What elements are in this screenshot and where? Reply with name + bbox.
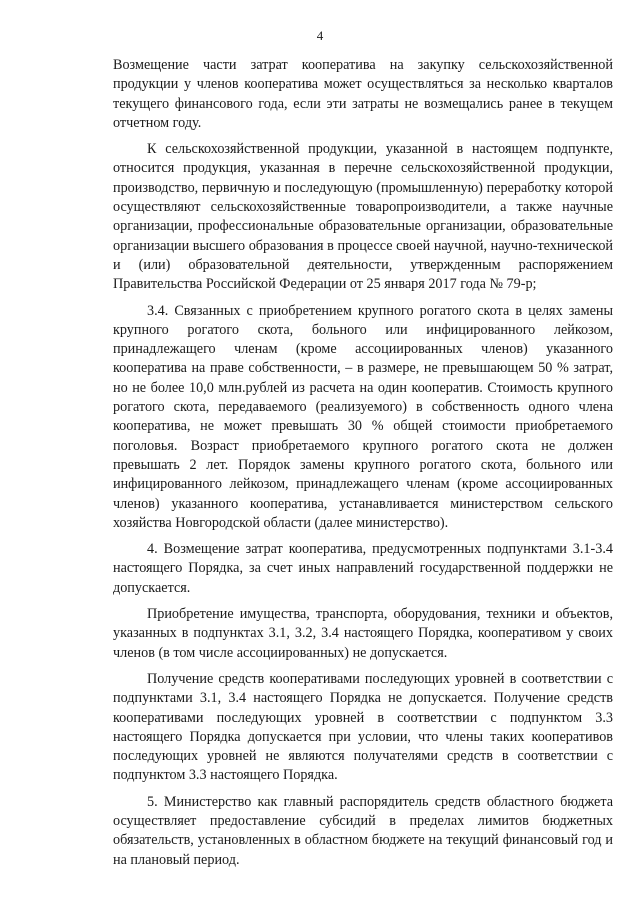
paragraph-3-4-cattle: 3.4. Связанных с приобретением крупного рогатого скота в целях замены крупного рогатого скота, больного или инфицированного лейкозом, принадлежащего членам (кроме ассоциированных членов) указанного кооператива на праве собственности, – в размере, не превышающем 50 % затрат, но не более 10,0 млн.рублей из расчета на один кооператив. Стоимость крупного рогатого скота, передаваемого (реализуемого) в собственность одного члена кооператива, не может превышать 30 % общей стоимости приобретаемого поголовья. Возраст приобретаемого крупного рогатого скота не должен превышать 2 лет. Порядок замены крупного рогатого скота, больного или инфицированного лейкозом, принадлежащего членам (кроме ассоциированных членов) указанного кооператива, устанавливается министерством сельского хозяйства Новгородской области (далее министерство). — [113, 302, 613, 531]
paragraph-5-ministry: 5. Министерство как главный распорядитель средств областного бюджета осуществляет предоставление субсидий в пределах лимитов бюджетных обязательств, установленных в областном бюджете на текущий финансовый год и на плановый период. — [113, 793, 613, 868]
paragraph-4-reimbursement: 4. Возмещение затрат кооператива, предусмотренных подпунктами 3.1-3.4 настоящего Порядка, за счет иных направлений государственной поддержки не допускается. — [113, 541, 613, 596]
paragraph-reimbursement-note: Возмещение части затрат кооператива на закупку сельскохозяйственной продукции у членов кооператива может осуществляться за несколько кварталов текущего финансового года, если эти затраты не возмещались ранее в текущем отчетном году. — [113, 57, 613, 131]
paragraph-subsequent-levels: Получение средств кооперативами последующих уровней в соответствии с подпунктами 3.1, 3.4 настоящего Порядка не допускается. Получение средств кооперативами последующих уровней в соответствии с подпунктом 3.3 настоящего Порядка допускается при условии, что члены таких кооперативов последующих уровней не являются получателями средств в соответствии с подпунктом 3.3 настоящего Порядка. — [113, 670, 613, 784]
paragraph-agricultural-products: К сельскохозяйственной продукции, указанной в настоящем подпункте, относится продукция, указанная в перечне сельскохозяйственной продукции, производство, первичную и последующую (промышленную) переработку которой осуществляют сельскохозяйственные товаропроизводители, а также научные организации, профессиональные образовательные организации, образовательные организации высшего образования в процессе своей научной, научно-технической и (или) образовательной деятельности, утвержденным распоряжением Правительства Российской Федерации от 25 января 2017 года № 79-р; — [113, 141, 613, 293]
document-body — [113, 56, 613, 870]
page-number: 4 — [316, 28, 324, 43]
paragraph-property-acquisition: Приобретение имущества, транспорта, оборудования, техники и объектов, указанных в подпунктах 3.1, 3.2, 3.4 настоящего Порядка, кооперативом у своих членов (в том числе ассоциированных) не допускается. — [113, 606, 613, 661]
